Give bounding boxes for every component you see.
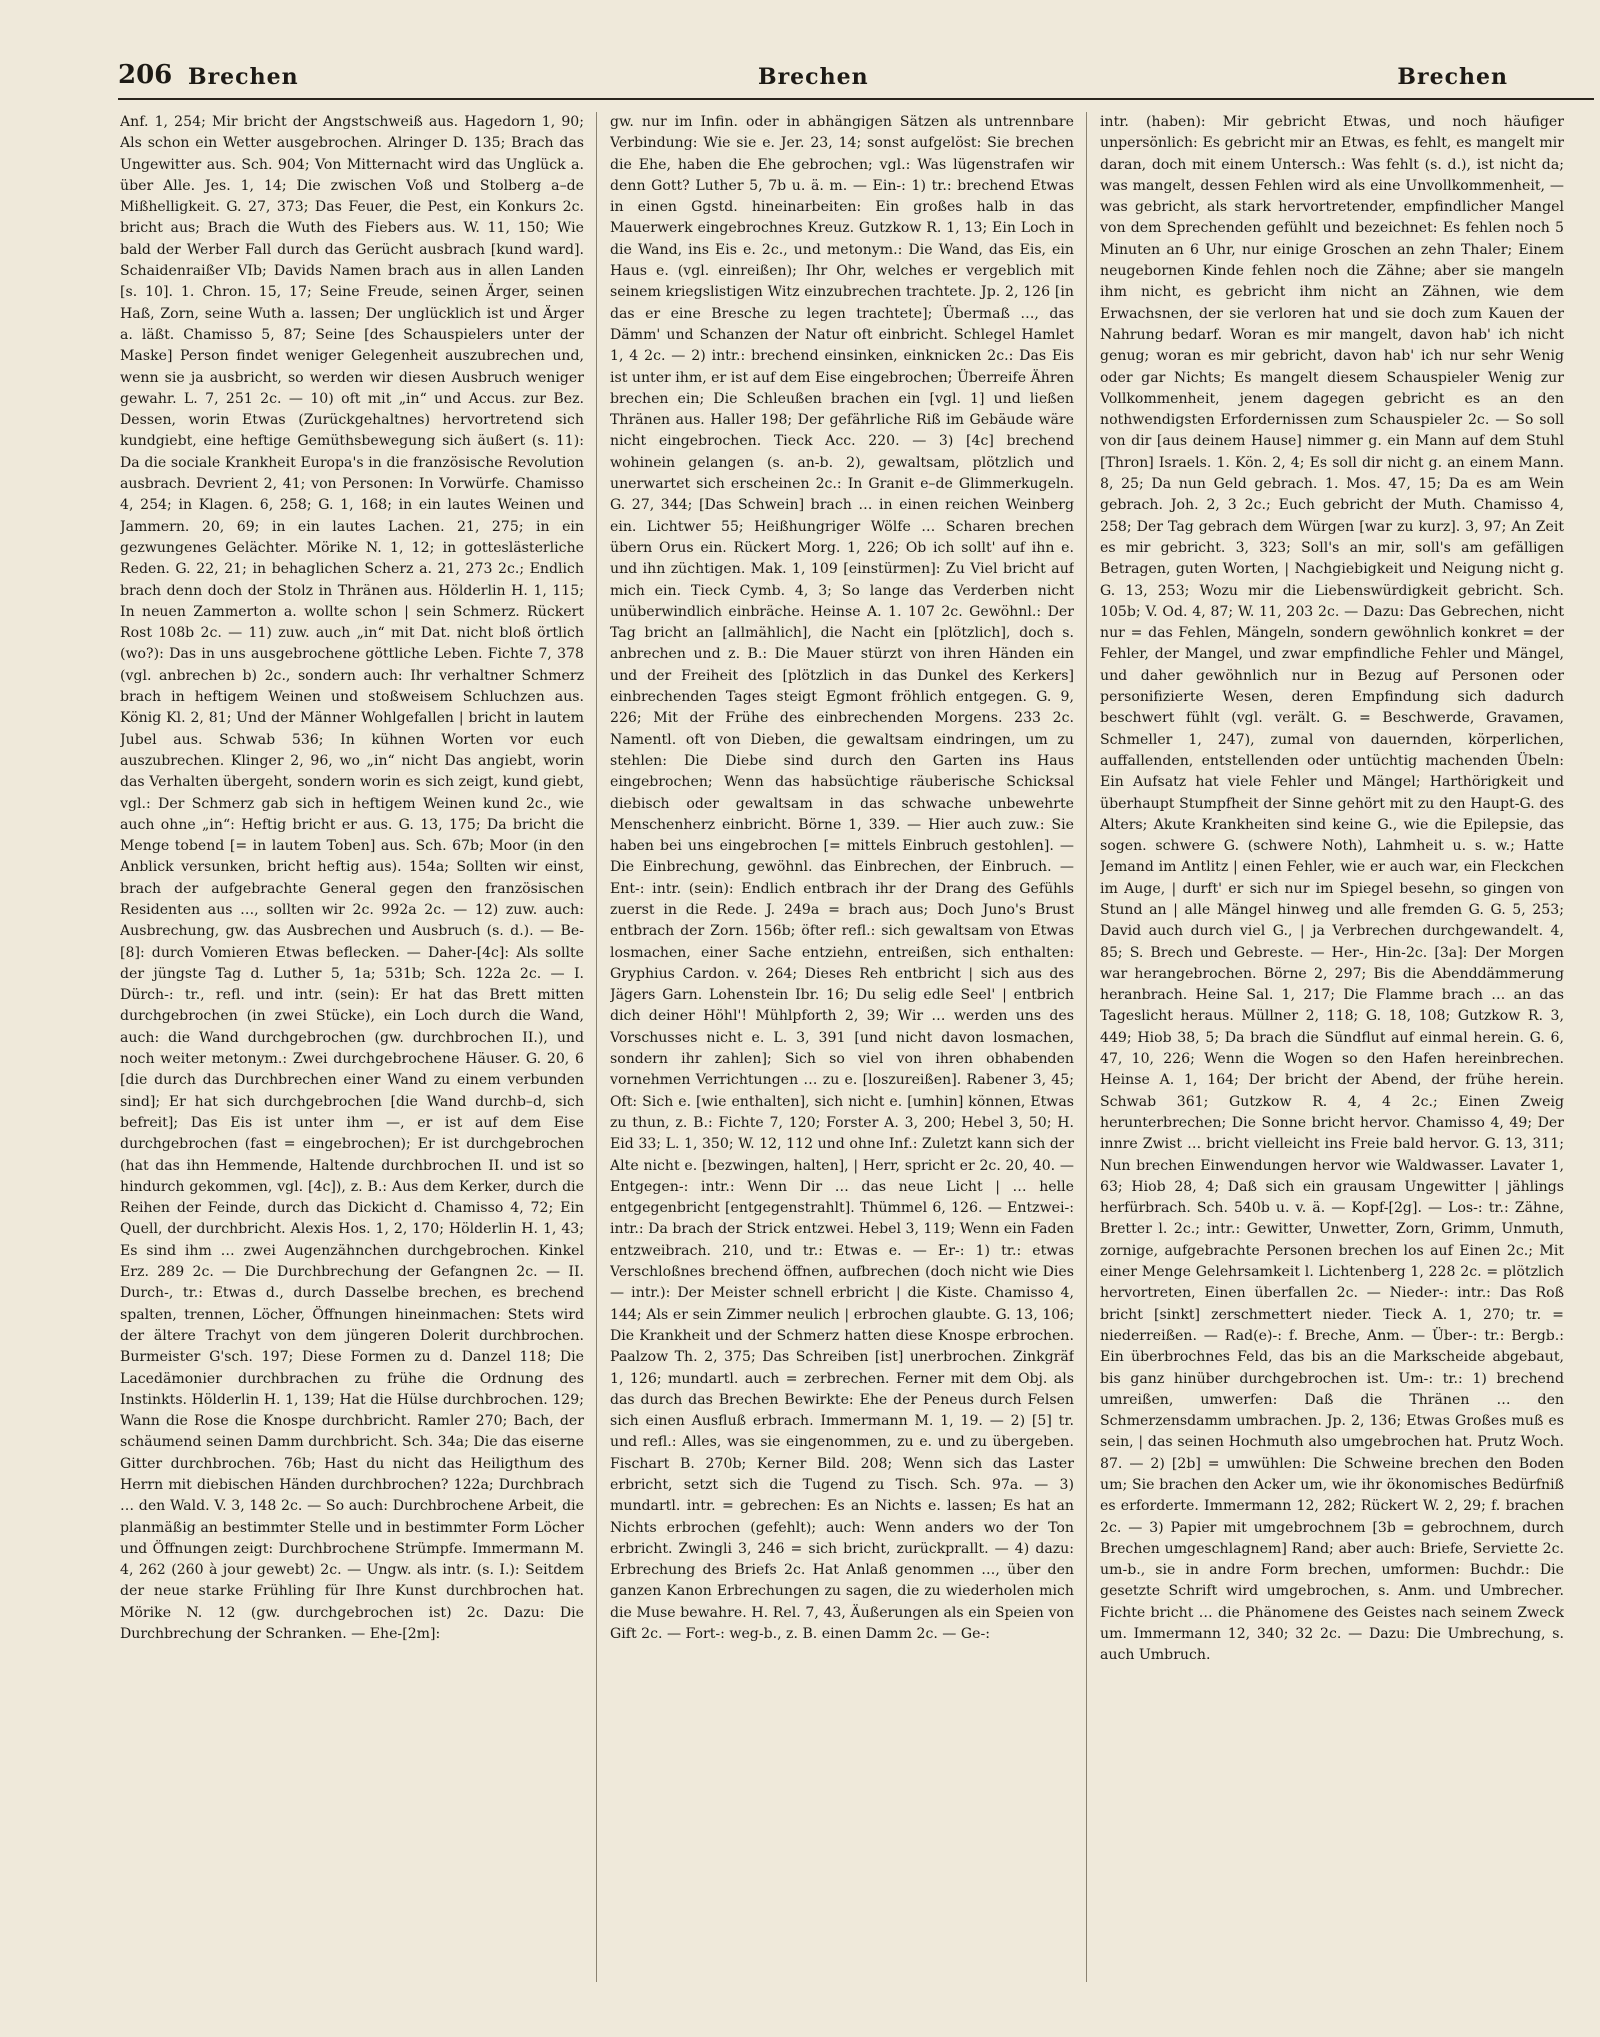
column-1-text: Anf. 1, 254; Mir bricht der Angstschweiß aus. Hagedorn 1, 90; Als schon ein Wetter ausgebrochen. Alringer D. 135; Brach das Ungewitter aus. Sch. 904; Von Mitternacht wird das Unglück a. über Alle. Jes. 1, 14; Die zwischen Voß und Stolberg a–de Mißhelligkeit. G. 27, 373; Das Feuer, die Pest, ein Konkurs 2c. bricht aus; Brach die Wuth des Fiebers aus. W. 11, 150; Wie bald der Werber Fall durch das Gerücht ausbrach [kund ward]. Schaidenraißer VIb; Davids Namen brach aus in allen Landen [s. 10]. 1. Chron. 15, 17; Seine Freude, seinen Ärger, seinen Haß, Zorn, seine Wuth a. lassen; Der unglücklich ist und Ärger a. läßt. Chamisso 5, 87; Seine [des Schauspielers unter der Maske] Person findet weniger Gelegenheit auszubrechen und, wenn sie ja ausbricht, so werden wir diesen Ausbruch weniger gewahr. L. 7, 251 2c. — 10) oft mit „in“ und Accus. zur Bez. Dessen, worin Etwas (Zurückgehaltnes) hervortretend sich kundgiebt, eine heftige Gemüthsbewegung sich äußert (s. 11): Da die sociale Krankheit Europa's in die französische Revolution ausbrach. Devrient 2, 41; von Personen: In Vorwürfe. Chamisso 4, 254; in Klagen. 6, 258; G. 1, 168; in ein lautes Weinen und Jammern. 20, 69; in ein lautes Lachen. 21, 275; in ein gezwungenes Gelächter. Mörike N. 1, 12; in gotteslästerliche Reden. G. 22, 21; in behaglichen Scherz a. 21, 273 2c.; Endlich brach denn doch der Stolz in Thränen aus. Hölderlin H. 1, 115; In neuen Zammerton a. wollte schon | sein Schmerz. Rückert Rost 108b 2c. — 11) zuw. auch „in“ mit Dat. nicht bloß örtlich (wo?): Das in uns ausgebrochene göttliche Leben. Fichte 7, 378 (vgl. anbrechen b) 2c., sondern auch: Ihr verhaltner Schmerz brach in heftigem Weinen und stoßweisem Schluchzen aus. König Kl. 2, 81; Und der Männer Wohlgefallen | bricht in lautem Jubel aus. Schwab 536; In kühnen Worten vor euch auszubrechen. Klinger 2, 96, wo „in“ nicht Das angiebt, worin das Verhalten übergeht, sondern worin es sich zeigt, kund giebt, vgl.: Der Schmerz gab sich in heftigem Weinen kund 2c., wie auch ohne „in“: Heftig bricht er aus. G. 13, 175; Da bricht die Menge tobend [= in lautem Toben] aus. Sch. 67b; Moor (in den Anblick versunken, bricht heftig aus). 154a; Sollten wir einst, brach der aufgebrachte General gegen den französischen Residenten aus …, sollten wir 2c. 992a 2c. — 12) zuw. auch: Ausbrechung, gw. das Ausbrechen und Ausbruch (s. d.). — Be-[8]: durch Vomieren Etwas beflecken. — Daher-[4c]: Als sollte der jüngste Tag d. Luther 5, 1a; 531b; Sch. 122a 2c. — I. Dürch-: tr., refl. und intr. (sein): Er hat das Brett mitten durchgebrochen (in zwei Stücke), ein Loch durch die Wand, auch: die Wand durchgebrochen (gw. durchbrochen II.), und noch weiter metonym.: Zwei durchgebrochene Häuser. G. 20, 6 [die durch das Durchbrechen einer Wand zu einem verbunden sind]; Er hat sich durchgebrochen [die Wand durchb–d, sich befreit]; Das Eis ist unter ihm —, er ist auf dem Eise durchgebrochen (fast = eingebrochen); Er ist durchgebrochen (hat das ihn Hemmende, Haltende durchbrochen II. und ist so hindurch gekommen, vgl. [4c]), z. B.: Aus dem Kerker, durch die Reihen der Feinde, durch das Dickicht d. Chamisso 4, 72; Ein Quell, der durchbricht. Alexis Hos. 1, 2, 170; Hölderlin H. 1, 43; Es sind ihm … zwei Augenzähnchen durchgebrochen. Kinkel Erz. 289 2c. — Die Durchbrechung der Gefangnen 2c. — II. Durch-, tr.: Etwas d., durch Dasselbe brechen, es brechend spalten, trennen, Löcher, Öffnungen hineinmachen: Stets wird der ältere Trachyt von dem jüngeren Dolerit durchbrochen. Burmeister G'sch. 197; Diese Formen zu d. Danzel 118; Die Lacedämonier durchbrachen zu frühe die Ordnung des Instinkts. Hölderlin H. 1, 139; Hat die Hülse durchbrochen. 129; Wann die Rose die Knospe durchbricht. Ramler 270; Bach, der schäumend seinen Damm durchbricht. Sch. 34a; Die das eiserne Gitter durchbrochen. 76b; Hast du nicht das Heiligthum des Herrn mit diebischen Händen durchbrochen? 122a; Durchbrach … den Wald. V. 3, 148 2c. — So auch: Durchbrochene Arbeit, die planmäßig an bestimmter Stelle und in bestimmter Form Löcher und Öffnungen zeigt: Durchbrochene Strümpfe. Immermann M. 4, 262 (260 à jour gewebt) 2c. — Ungw. als intr. (s. I.): Seitdem der neue starke Frühling für Ihre Kunst durchbrochen hat. Mörike N. 12 (gw. durchgebrochen ist) 2c. Dazu: Die Durchbrechung der Schranken. — Ehe-[2m]:	[120, 114, 584, 1643]
column-divider	[1086, 112, 1087, 1982]
text-column-3	[1100, 112, 1564, 1982]
text-column-2	[610, 112, 1074, 1982]
column-divider	[596, 112, 597, 1982]
column-2-text: gw. nur im Infin. oder in abhängigen Sätzen als untrennbare Verbindung: Wie sie e. Jer. 23, 14; sonst aufgelöst: Sie brechen die Ehe, haben die Ehe gebrochen; vgl.: Was lügenstrafen wir denn Gott? Luther 5, 7b u. ä. m. — Ein-: 1) tr.: brechend Etwas in einen Ggstd. hineinarbeiten: Ein großes halb in das Mauerwerk eingebrochnes Kreuz. Gutzkow R. 1, 13; Ein Loch in die Wand, ins Eis e. 2c., und metonym.: Die Wand, das Eis, ein Haus e. (vgl. einreißen); Ihr Ohr, welches er vergeblich mit seinem kriegslistigen Witz einzubrechen trachtete. Jp. 2, 126 [in das er eine Bresche zu legen trachtete]; Übermaß …, das Dämm' und Schanzen der Natur oft einbricht. Schlegel Hamlet 1, 4 2c. — 2) intr.: brechend einsinken, einknicken 2c.: Das Eis ist unter ihm, er ist auf dem Eise eingebrochen; Überreife Ähren brechen ein; Die Schleußen brachen ein [vgl. 1] und ließen Thränen aus. Haller 198; Der gefährliche Riß im Gebäude wäre nicht eingebrochen. Tieck Acc. 220. — 3) [4c] brechend wohinein gelangen (s. an-b. 2), gewaltsam, plötzlich und unerwartet sich erscheinen 2c.: In Granit e–de Glimmerkugeln. G. 27, 344; [Das Schwein] brach … in einen reichen Weinberg ein. Lichtwer 55; Heißhungriger Wölfe … Scharen brechen übern Orus ein. Rückert Morg. 1, 226; Ob ich sollt' auf ihn e. und ihn züchtigen. Mak. 1, 109 [einstürmen]: Zu Viel bricht auf mich ein. Tieck Cymb. 4, 3; So lange das Verderben nicht unüberwindlich einbräche. Heinse A. 1. 107 2c. Gewöhnl.: Der Tag bricht an [allmählich], die Nacht ein [plötzlich], doch s. anbrechen und z. B.: Die Mauer stürzt von ihren Händen ein und der Freiheit des [plötzlich in das Dunkel des Kerkers] einbrechenden Tages steigt Egmont fröhlich entgegen. G. 9, 226; Mit der Frühe des einbrechenden Morgens. 233 2c. Namentl. oft von Dieben, die gewaltsam eindringen, um zu stehlen: Die Diebe sind durch den Garten ins Haus eingebrochen; Wenn das habsüchtige räuberische Schicksal diebisch oder gewaltsam in das schwache unbewehrte Menschenherz einbricht. Börne 1, 339. — Hier auch zuw.: Sie haben bei uns eingebrochen [= mittels Einbruch gestohlen]. — Die Einbrechung, gewöhnl. das Einbrechen, der Einbruch. — Ent-: intr. (sein): Endlich entbrach ihr der Drang des Gefühls zuerst in die Rede. J. 249a = brach aus; Doch Juno's Brust entbrach der Zorn. 156b; öfter refl.: sich gewaltsam von Etwas losmachen, einer Sache entziehn, entreißen, sich enthalten: Gryphius Cardon. v. 264; Dieses Reh entbricht | sich aus des Jägers Garn. Lohenstein Ibr. 16; Du selig edle Seel' | entbrich dich deiner Höhl'! Mühlpforth 2, 39; Wir … werden uns des Vorschusses nicht e. L. 3, 391 [und nicht davon losmachen, sondern ihr zahlen]; Sich so viel von ihren obhabenden vornehmen Verrichtungen … zu e. [loszureißen]. Rabener 3, 45; Oft: Sich e. [wie enthalten], sich nicht e. [umhin] können, Etwas zu thun, z. B.: Fichte 7, 120; Forster A. 3, 200; Hebel 3, 50; H. Eid 33; L. 1, 350; W. 12, 112 und ohne Inf.: Zuletzt kann sich der Alte nicht e. [bezwingen, halten], | Herr, spricht er 2c. 20, 40. — Entgegen-: intr.: Wenn Dir … das neue Licht | … helle entgegenbricht [entgegenstrahlt]. Thümmel 6, 126. — Entzwei-: intr.: Da brach der Strick entzwei. Hebel 3, 119; Wenn ein Faden entzweibrach. 210, und tr.: Etwas e. — Er-: 1) tr.: etwas Verschloßnes brechend öffnen, aufbrechen (doch nicht wie Dies — intr.): Der Meister schnell erbricht | die Kiste. Chamisso 4, 144; Als er sein Zimmer neulich | erbrochen glaubte. G. 13, 106; Die Krankheit und der Schmerz hatten diese Knospe erbrochen. Paalzow Th. 2, 375; Das Schreiben [ist] unerbrochen. Zinkgräf 1, 126; mundartl. auch = zerbrechen. Ferner mit dem Obj. als das durch das Brechen Bewirkte: Ehe der Peneus durch Felsen sich einen Ausfluß erbrach. Immermann M. 1, 19. — 2) [5] tr. und refl.: Alles, was sie eingenommen, zu e. und zu übergeben. Fischart B. 270b; Kerner Bild. 208; Wenn sich das Laster erbricht, setzt sich die Tugend zu Tisch. Sch. 97a. — 3) mundartl. intr. = gebrechen: Es an Nichts e. lassen; Es hat an Nichts erbrochen (gefehlt); auch: Wenn anders wo der Ton erbricht. Zwingli 3, 246 = sich bricht, zurückprallt. — 4) dazu: Erbrechung des Briefs 2c. Hat Anlaß genommen …, über den ganzen Kanon Erbrechungen zu sagen, die zu wiederholen mich die Muse bewahre. H. Rel. 7, 43, Äußerungen als ein Speien von Gift 2c. — Fort-: weg-b., z. B. einen Damm 2c. — Ge-:	[610, 114, 1074, 1643]
header-rule	[118, 98, 1594, 100]
column-3-text: intr. (haben): Mir gebricht Etwas, und noch häufiger unpersönlich: Es gebricht mir an Etwas, es fehlt, es mangelt mir daran, doch mit einem Untersch.: Was fehlt (s. d.), ist nicht da; was mangelt, dessen Fehlen wird als eine Unvollkommenheit, — was gebricht, als stark hervortretender, empfindlicher Mangel von dem Sprechenden gefühlt und bezeichnet: Es fehlen noch 5 Minuten an 6 Uhr, nur einige Groschen an zehn Thaler; Einem neugebornen Kinde fehlen noch die Zähne; aber sie mangeln ihm nicht, es gebricht ihm nicht an Zähnen, wie dem Erwachsnen, der sie verloren hat und sie doch zum Kauen der Nahrung bedarf. Woran es mir mangelt, davon hab' ich nicht genug; woran es mir gebricht, davon hab' ich nur sehr Wenig oder gar Nichts; Es mangelt diesem Schauspieler Wenig zur Vollkommenheit, jenem dagegen gebricht es an den nothwendigsten Erfordernissen zum Schauspieler 2c. — So soll von dir [aus deinem Hause] nimmer g. ein Mann auf dem Stuhl [Thron] Israels. 1. Kön. 2, 4; Es soll dir nicht g. an einem Mann. 8, 25; Da nun Geld gebrach. 1. Mos. 47, 15; Da es am Wein gebrach. Joh. 2, 3 2c.; Euch gebricht der Muth. Chamisso 4, 258; Der Tag gebrach dem Würgen [war zu kurz]. 3, 97; An Zeit es mir gebricht. 3, 323; Soll's an mir, soll's am gefälligen Betragen, guten Worten, | Nachgiebigkeit und Neigung nicht g. G. 13, 253; Wozu mir die Liebenswürdigkeit gebricht. Sch. 105b; V. Od. 4, 87; W. 11, 203 2c. — Dazu: Das Gebrechen, nicht nur = das Fehlen, Mängeln, sondern gewöhnlich konkret = der Fehler, der Mangel, und zwar empfindliche Fehler und Mängel, und daher gewöhnlich nur in Bezug auf Personen oder personifizierte Wesen, deren Empfindung sich dadurch beschwert fühlt (vgl. verält. G. = Beschwerde, Gravamen, Schmeller 1, 247), zumal von dauernden, körperlichen, auffallenden, entstellenden oder untüchtig machenden Übeln: Ein Aufsatz hat viele Fehler und Mängel; Harthörigkeit und überhaupt Stumpfheit der Sinne gehört mit zu den Haupt-G. des Alters; Akute Krankheiten sind keine G., wie die Epilepsie, das sogen. schwere G. (schwere Noth), Lahmheit u. s. w.; Hatte Jemand im Antlitz | einen Fehler, wie er auch war, ein Fleckchen im Auge, | durft' er sich nur im Spiegel besehn, so gingen von Stund an | alle Mängel hinweg und alle fremden G. G. 5, 253; David auch durch viel G., | ja Verbrechen durchgewandelt. 4, 85; S. Brech und Gebreste. — Her-, Hin-2c. [3a]: Der Morgen war herangebrochen. Börne 2, 297; Bis die Abenddämmerung heranbrach. Heine Sal. 1, 217; Die Flamme brach … an das Tageslicht heraus. Müllner 2, 118; G. 18, 108; Gutzkow R. 3, 449; Hiob 38, 5; Da brach die Sündflut auf einmal herein. G. 6, 47, 10, 226; Wenn die Wogen so den Hafen hereinbrechen. Heinse A. 1, 164; Der bricht der Abend, der frühe herein. Schwab 361; Gutzkow R. 4, 4 2c.; Einen Zweig herunterbrechen; Die Sonne bricht hervor. Chamisso 4, 49; Der innre Zwist … bricht vielleicht ins Freie bald hervor. G. 13, 311; Nun brechen Einwendungen hervor wie Waldwasser. Lavater 1, 63; Hiob 28, 4; Daß sich ein grausam Ungewitter | jählings herfürbrach. Sch. 540b u. v. ä. — Kopf-[2g]. — Los-: tr.: Zähne, Bretter l. 2c.; intr.: Gewitter, Unwetter, Zorn, Grimm, Unmuth, zornige, aufgebrachte Personen brechen los auf Einen 2c.; Mit einer Menge Gelehrsamkeit l. Lichtenberg 1, 228 2c. = plötzlich hervortreten, Einen überfallen 2c. — Nieder-: intr.: Das Roß bricht [sinkt] zerschmettert nieder. Tieck A. 1, 270; tr. = niederreißen. — Rad(e)-: f. Breche, Anm. — Über-: tr.: Bergb.: Ein überbrochnes Feld, das bis an die Markscheide abgebaut, bis ganz hinüber durchgebrochen ist. Um-: tr.: 1) brechend umreißen, umwerfen: Daß die Thränen … den Schmerzensdamm umbrachen. Jp. 2, 136; Etwas Großes muß es sein, | das seinen Hochmuth also umgebrochen hat. Prutz Woch. 87. — 2) [2b] = umwühlen: Die Schweine brechen den Boden um; Sie brachen den Acker um, wie ihr ökonomisches Bedürfniß es erforderte. Immermann 12, 282; Rückert W. 2, 29; f. brachen 2c. — 3) Papier mit umgebrochnem [3b = gebrochnem, durch Brechen umgeschlagnem] Rand; aber auch: Briefe, Serviette 2c. um-b., sie in andre Form brechen, umformen: Buchdr.: Die gesetzte Schrift wird umgebrochen, s. Anm. und Umbrecher. Fichte bricht … die Phänomene des Geistes nach seinem Zweck um. Immermann 12, 340; 32 2c. — Dazu: Die Umbrechung, s. auch Umbruch.	[1100, 114, 1564, 1664]
running-headword-right: Brechen	[1397, 64, 1508, 90]
page-number: 206	[118, 60, 173, 90]
running-headword-left: Brechen	[188, 64, 299, 90]
text-column-1	[120, 112, 584, 1982]
page-header	[118, 60, 1508, 96]
running-headword-center: Brechen	[758, 64, 869, 90]
